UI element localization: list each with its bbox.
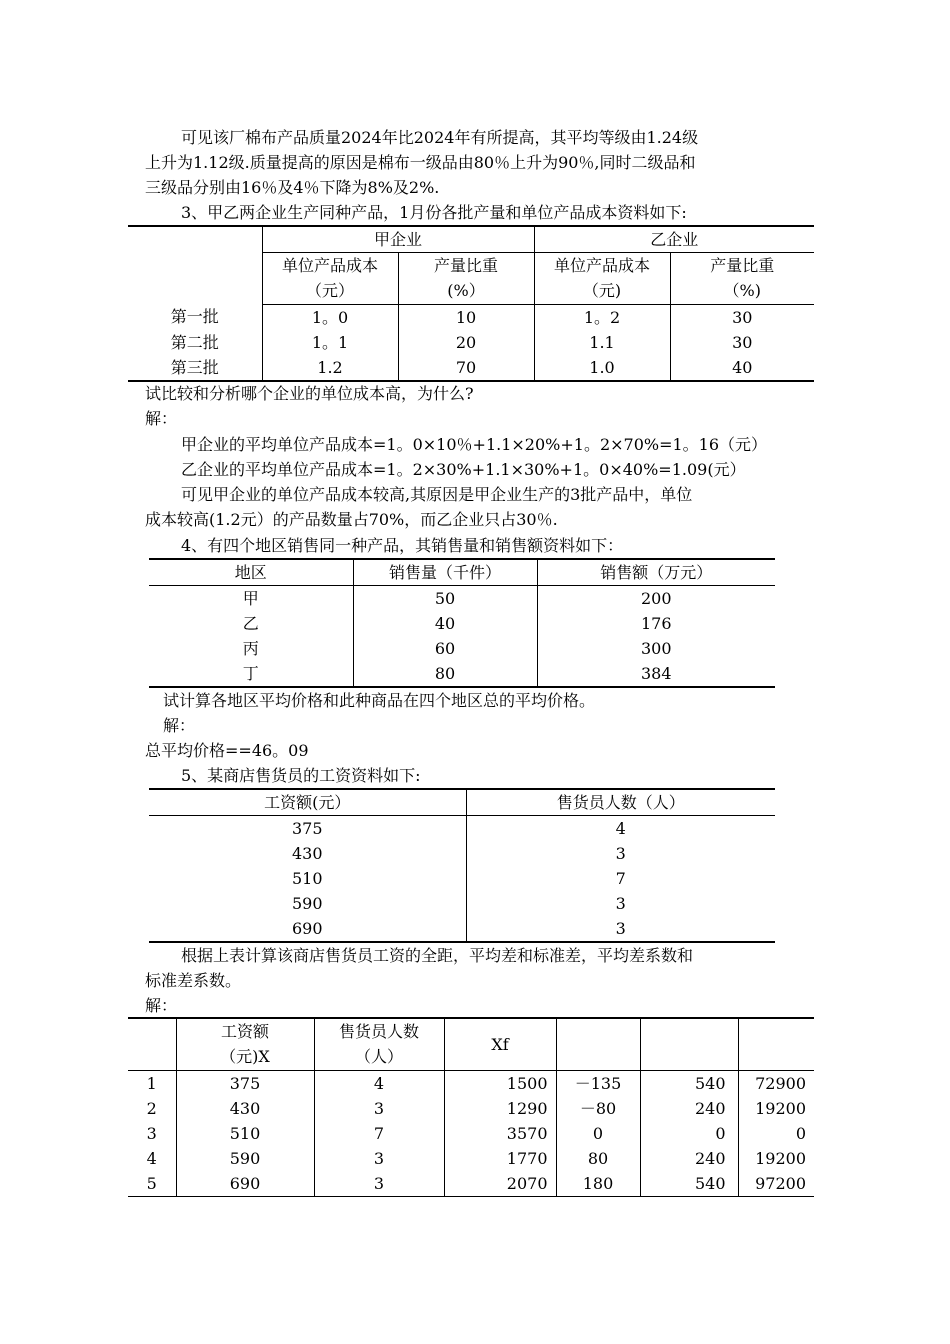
q3-a-share-header: 产量比重	[398, 253, 534, 279]
q3-cell: 1。1	[262, 330, 398, 355]
table-row	[128, 304, 814, 330]
q5-calc-absdev: 0	[640, 1121, 738, 1146]
q4-amount: 384	[537, 661, 775, 687]
q4-region: 丁	[149, 661, 353, 687]
q4-qty: 80	[353, 661, 537, 687]
q5-calc-x: 690	[176, 1171, 314, 1197]
q5-calc-f: 7	[314, 1121, 444, 1146]
table-row	[149, 636, 775, 661]
q3-row-label: 第二批	[128, 330, 262, 355]
q5-calc-xf: 2070	[444, 1171, 556, 1197]
q5-calc-f: 3	[314, 1146, 444, 1171]
q4-solution-label: 解：	[163, 716, 196, 735]
q3-group-b: 乙企业	[534, 226, 814, 253]
q3-a-share-unit: (%）	[398, 278, 534, 304]
q5-header-wage: 工资额(元）	[149, 789, 466, 816]
q3-a-cost-unit: （元）	[262, 278, 398, 304]
q5-calc-absdev: 240	[640, 1146, 738, 1171]
q5-calc-absdev: 540	[640, 1171, 738, 1197]
q5-calc-dev: 0	[556, 1121, 640, 1146]
table-row	[149, 891, 775, 916]
q5-calc-sq-header	[738, 1018, 814, 1070]
q3-b-share-unit: （%)	[670, 278, 814, 304]
q5-calc-sq: 19200	[755, 1098, 806, 1118]
q3-cell: 1.1	[534, 330, 670, 355]
q5-calc-x: 375	[176, 1070, 314, 1096]
q5-calc-x: 590	[176, 1146, 314, 1171]
table-row	[128, 1121, 814, 1146]
q3-b-cost-unit: （元)	[534, 278, 670, 304]
q3-title: 3、甲乙两企业生产同种产品，1月份各批产量和单位产品成本资料如下:	[181, 203, 687, 222]
q4-header-region: 地区	[149, 559, 353, 586]
table-row	[149, 816, 775, 842]
q3-question: 试比较和分析哪个企业的单位成本高，为什么?	[145, 384, 474, 403]
q5-question-line1: 根据上表计算该商店售货员工资的全距，平均差和标准差，平均差系数和	[181, 946, 694, 965]
q4-header-qty: 销售量（千件）	[353, 559, 537, 586]
q5-wage: 690	[149, 916, 466, 942]
q3-cell: 30	[732, 307, 753, 327]
table-row	[149, 866, 775, 891]
q5-table	[149, 788, 775, 943]
q5-wage: 375	[149, 816, 466, 842]
q4-table	[149, 558, 775, 688]
q5-calc-x: 510	[176, 1121, 314, 1146]
q4-amount: 176	[640, 614, 672, 633]
q4-region: 甲	[149, 586, 353, 612]
q5-calc-sq: 0	[795, 1123, 806, 1143]
q5-calc-count-header: 售货员人数	[314, 1018, 444, 1044]
q4-amount: 300	[640, 639, 672, 658]
q3-b-cost-header: 单位产品成本	[534, 253, 670, 279]
q5-count: 3	[466, 916, 775, 942]
q5-calc-idx: 4	[128, 1146, 176, 1171]
q5-calc-sq: 97200	[738, 1171, 814, 1197]
q5-count: 3	[615, 894, 626, 913]
q3-cell: 1.0	[534, 355, 670, 381]
q4-qty: 60	[353, 636, 537, 661]
q3-cell: 1。0	[262, 304, 398, 330]
table-row	[128, 330, 814, 355]
q5-wage: 590	[149, 891, 466, 916]
q5-calc-xf: 1290	[444, 1096, 556, 1121]
q5-calc-idx: 1	[128, 1070, 176, 1096]
q5-calc-f: 3	[314, 1171, 444, 1197]
q5-count: 4	[615, 819, 626, 838]
q3-solution-label: 解：	[145, 409, 178, 428]
q3-table	[128, 225, 814, 382]
q5-calc-xf: 3570	[444, 1121, 556, 1146]
q4-title: 4、有四个地区销售同一种产品，其销售量和销售额资料如下：	[181, 536, 624, 555]
q5-calc-index-header	[128, 1018, 176, 1070]
q3-cell: 70	[398, 355, 534, 381]
q4-amount: 200	[640, 589, 672, 608]
q5-calc-dev: －80	[556, 1096, 640, 1121]
q5-calc-count-unit: （人）	[314, 1044, 444, 1070]
q3-cell: 1.2	[262, 355, 398, 381]
q5-calc-idx: 5	[128, 1171, 176, 1197]
table-row	[149, 841, 775, 866]
q5-count: 7	[615, 869, 626, 888]
q3-row-label: 第一批	[128, 304, 262, 330]
q4-answer: 总平均价格==46。09	[145, 741, 309, 760]
q4-region: 丙	[149, 636, 353, 661]
para1-line3: 三级品分别由16％及4％下降为8%及2%.	[145, 178, 440, 197]
q5-calc-f: 4	[314, 1070, 444, 1096]
q5-calc-absdev: 240	[640, 1096, 738, 1121]
q5-count: 3	[615, 844, 626, 863]
q3-calc-b: 乙企业的平均单位产品成本=1。2×30%+1.1×30%+1。0×40%=1.09(元）	[181, 460, 746, 479]
q4-qty: 50	[353, 586, 537, 612]
q3-group-a: 甲企业	[262, 226, 534, 253]
q3-a-cost-header: 单位产品成本	[262, 253, 398, 279]
q5-calc-idx: 3	[128, 1121, 176, 1146]
q5-calc-f: 3	[314, 1096, 444, 1121]
q5-calc-xf: 1500	[444, 1070, 556, 1096]
q5-calc-dev: －135	[556, 1070, 640, 1096]
q5-calc-idx: 2	[128, 1096, 176, 1121]
q4-question: 试计算各地区平均价格和此种商品在四个地区总的平均价格。	[163, 691, 596, 710]
para1-line1: 可见该厂棉布产品质量2024年比2024年有所提高，其平均等级由1.24级	[181, 128, 699, 147]
q4-qty: 40	[353, 611, 537, 636]
q3-cell: 1。2	[534, 304, 670, 330]
q4-header-amount: 销售额（万元）	[537, 559, 775, 586]
q3-cell: 20	[398, 330, 534, 355]
table-row	[149, 661, 775, 687]
q5-calc-sq: 19200	[755, 1148, 806, 1168]
q3-conclusion-line1: 可见甲企业的单位产品成本较高,其原因是甲企业生产的3批产品中，单位	[181, 485, 693, 504]
q5-calc-sq: 72900	[755, 1073, 806, 1093]
q5-calc-xf: 1770	[444, 1146, 556, 1171]
table-row	[128, 355, 814, 381]
q3-corner-cell	[128, 226, 262, 304]
q3-b-share-header: 产量比重	[710, 256, 775, 275]
q5-solution-label: 解：	[145, 996, 178, 1015]
q5-calc-absdev: 540	[640, 1070, 738, 1096]
q5-calc-xf-header: Xf	[444, 1018, 556, 1070]
q5-header-count: 售货员人数（人）	[466, 789, 775, 816]
para1-line2: 上升为1.12级.质量提高的原因是棉布一级品由80％上升为90％,同时二级品和	[145, 153, 696, 172]
q3-cell: 40	[670, 355, 814, 381]
q5-calc-absdev-header	[640, 1018, 738, 1070]
q5-calc-x: 430	[176, 1096, 314, 1121]
q3-conclusion-line2: 成本较高(1.2元）的产品数量占70%，而乙企业只占30％.	[145, 510, 558, 529]
q3-cell: 10	[398, 304, 534, 330]
q5-wage: 430	[149, 841, 466, 866]
table-row	[128, 1171, 814, 1197]
table-row	[128, 1146, 814, 1171]
q4-region: 乙	[149, 611, 353, 636]
table-row	[149, 586, 775, 612]
q5-wage: 510	[149, 866, 466, 891]
table-row	[149, 611, 775, 636]
q5-calc-dev-header	[556, 1018, 640, 1070]
q5-calc-dev: 80	[556, 1146, 640, 1171]
table-row	[128, 1096, 814, 1121]
table-row	[149, 916, 775, 942]
q5-calc-wage-header: 工资额	[176, 1018, 314, 1044]
q5-calc-wage-unit: （元)X	[176, 1044, 314, 1070]
q5-calc-dev: 180	[556, 1171, 640, 1197]
q3-row-label: 第三批	[128, 355, 262, 381]
q3-cell: 30	[732, 332, 753, 352]
table-row	[128, 1070, 814, 1096]
q5-title: 5、某商店售货员的工资资料如下:	[181, 766, 421, 785]
q5-question-line2: 标准差系数。	[145, 971, 242, 990]
q3-calc-a: 甲企业的平均单位产品成本=1。0×10％+1.1×20%+1。2×70%=1。16（元）	[181, 435, 768, 454]
q5-calc-table	[128, 1017, 814, 1197]
